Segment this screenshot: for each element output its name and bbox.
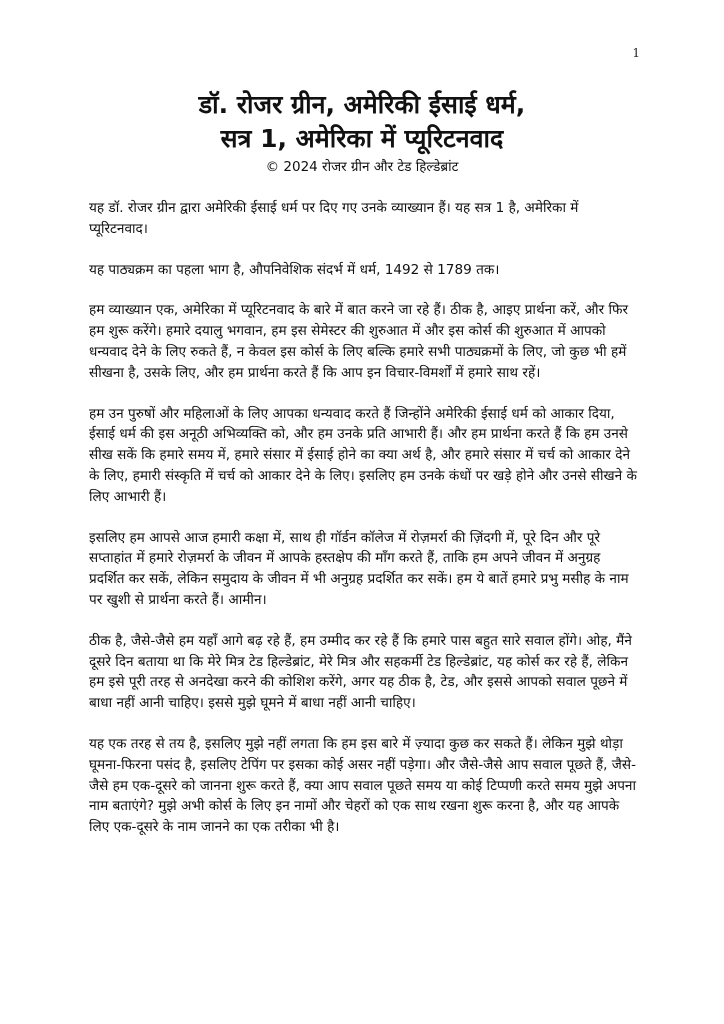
paragraph-questions: ठीक है, जैसे-जैसे हम यहाँ आगे बढ़ रहे हैं, हम उम्मीद कर रहे हैं कि हमारे पास बहुत सारे सवाल होंगे। ओह, मैंने दूसरे दिन बताया था कि मेरे मित्र टेड हिल्डेब्रांट, मेरे मित्र और सहकर्मी टेड हिल्डेब्रांट, यह कोर्स कर रहे हैं, लेकिन हम इसे पूरी तरह से अनदेखा करने की कोशिश करेंगे, अगर यह ठीक है, टेड, और इससे आपको सवाल पूछने में बाधा नहीं आनी चाहिए। इससे मुझे घूमने में बाधा नहीं आनी चाहिए।: [89, 632, 632, 712]
document-body: [89, 198, 639, 858]
document-header: [0, 88, 724, 177]
paragraph-names: यह एक तरह से तय है, इसलिए मुझे नहीं लगता कि हम इस बारे में ज़्यादा कुछ कर सकते हैं। लेकिन मुझे थोड़ा घूमना-फिरना पसंद है, इसलिए टेपिंग पर इसका कोई असर नहीं पड़ेगा। और जैसे-जैसे आप सवाल पूछते हैं, जैसे-जैसे हम एक-दूसरे को जानना शुरू करते हैं, क्या आप सवाल पूछते समय या कोई टिप्पणी करते समय मुझे अपना नाम बताएंगे? मुझे अभी कोर्स के लिए इन नामों और चेहरों को एक साथ रखना शुरू करना है, और यह आपके लिए एक-दूसरे के नाम जानने का एक तरीका भी है।: [89, 735, 636, 836]
paragraph-thanksgiving: हम उन पुरुषों और महिलाओं के लिए आपका धन्यवाद करते हैं जिन्होंने अमेरिकी ईसाई धर्म को आकार दिया, ईसाई धर्म की इस अनूठी अभिव्यक्ति को, और हम उनके प्रति आभारी हैं। और हम प्रार्थना करते हैं कि हम उनसे सीख सकें कि हमारे समय में, हमारे संसार में ईसाई होने का क्या अर्थ है, और हमारे संसार में चर्च को आकार देने के लिए, हमारी संस्कृति में चर्च को आकार देने के लिए। इसलिए हम उनके कंधों पर खड़े होने और उनसे सीखने के लिए आभारी हैं।: [89, 405, 637, 505]
document-title-line-1: डॉ. रोजर ग्रीन, अमेरिकी ईसाई धर्म,: [198, 90, 526, 119]
paragraph-opening-prayer: हम व्याख्यान एक, अमेरिका में प्यूरिटनवाद के बारे में बात करने जा रहे हैं। ठीक है, आइए प्रार्थना करें, और फिर हम शुरू करेंगे। हमारे दयालु भगवान, हम इस सेमेस्टर की शुरुआत में और इस कोर्स की शुरुआत में आपको धन्यवाद देने के लिए रुकते हैं, न केवल इस कोर्स के लिए बल्कि हमारे सभी पाठ्यक्रमों के लिए, जो कुछ भी हमें सीखना है, उसके लिए, और हम प्रार्थना करते हैं कि आप इन विचार-विमर्शों में हमारे साथ रहें।: [89, 302, 629, 381]
document-title-line-2: सत्र 1, अमेरिका में प्यूरिटनवाद: [220, 124, 504, 153]
page-number: 1: [632, 46, 640, 60]
paragraph-intervention-request: इसलिए हम आपसे आज हमारी कक्षा में, साथ ही गॉर्डन कॉलेज में रोज़मर्रा की ज़िंदगी में, पूरे दिन और पूरे सप्ताहांत में हमारे रोज़मर्रा के जीवन में आपके हस्तक्षेप की माँग करते हैं, ताकि हम अपने जीवन में अनुग्रह प्रदर्शित कर सकें, लेकिन समुदाय के जीवन में भी अनुग्रह प्रदर्शित कर सकें। हम ये बातें हमारे प्रभु मसीह के नाम पर खुशी से प्रार्थना करते हैं। आमीन।: [89, 529, 629, 608]
copyright-notice: © 2024 रोजर ग्रीन और टेड हिल्डेब्रांट: [265, 159, 459, 175]
paragraph-intro: यह डॉ. रोजर ग्रीन द्वारा अमेरिकी ईसाई धर्म पर दिए गए उनके व्याख्यान हैं। यह सत्र 1 है, अमेरिका में प्यूरिटनवाद।: [89, 200, 579, 237]
paragraph-course-part: यह पाठ्यक्रम का पहला भाग है, औपनिवेशिक संदर्भ में धर्म, 1492 से 1789 तक।: [89, 261, 500, 278]
